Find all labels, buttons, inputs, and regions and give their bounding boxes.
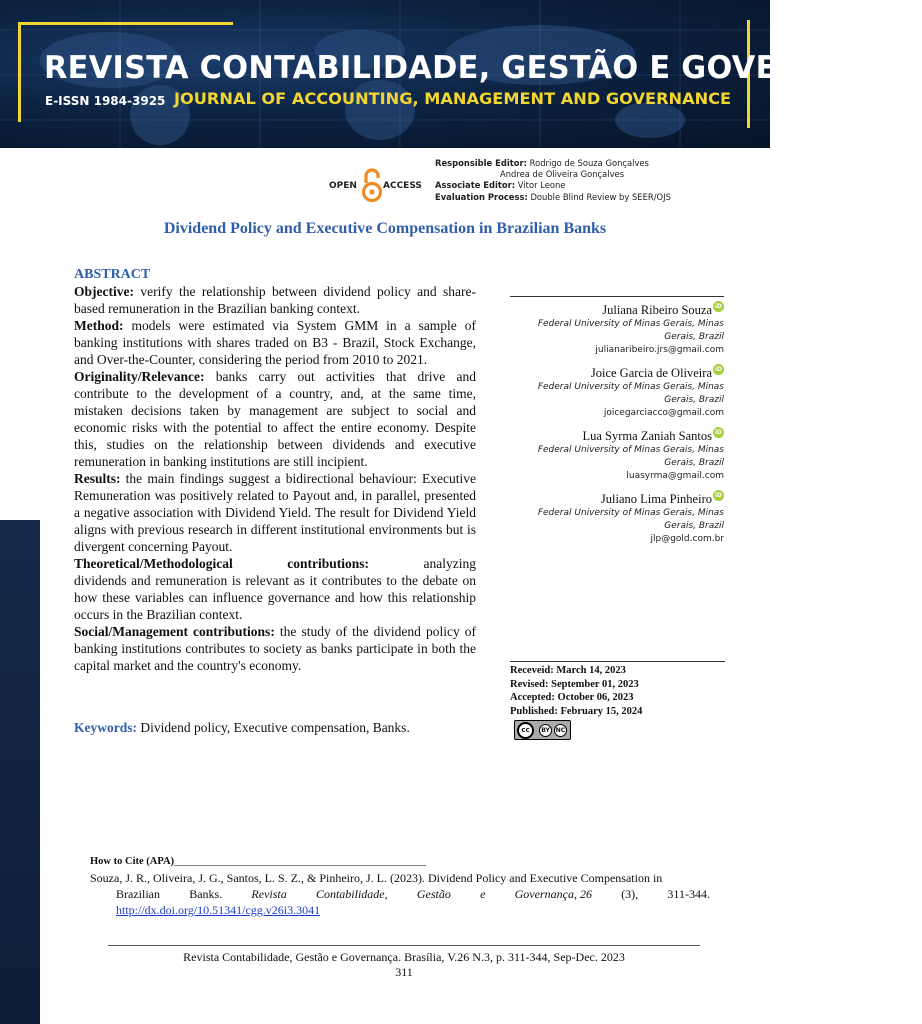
responsible-editor-1: Rodrigo de Souza Gonçalves	[529, 158, 649, 168]
citation	[90, 870, 710, 918]
side-decoration	[0, 520, 40, 1024]
author-affiliation-2: Gerais, Brazil	[664, 332, 724, 342]
orcid-icon[interactable]: iD	[714, 302, 723, 310]
author-email[interactable]: julianaribeiro.jrs@gmail.com	[595, 345, 724, 355]
abstract-results	[74, 470, 476, 555]
author-affiliation-2: Gerais, Brazil	[664, 395, 724, 405]
evaluation-process: Double Blind Review by SEER/OJS	[530, 191, 671, 202]
received-date: Receveid: March 14, 2023	[510, 665, 626, 676]
abstract	[74, 266, 476, 674]
author-1	[510, 302, 724, 357]
editors-block	[435, 158, 671, 203]
citation-word: Brazilian	[116, 887, 160, 901]
published-date: Published: February 15, 2024	[510, 705, 643, 717]
footer-divider	[108, 945, 700, 946]
accepted-date: Accepted: October 06, 2023	[510, 692, 634, 703]
objective-text: verify the relationship between dividend policy and share-based remuneration in the Brazilian banking context.	[74, 284, 476, 316]
originality-text: banks carry out activities that drive and contribute to the development of a country, and, at the same time, mistaken decisions taken by management are subject to social and economic risks with the potential to affect the entire economy. Despite this, studies on the relationship between dividends and executive remuneration in banking institutions are still incipient.	[74, 369, 476, 469]
author-name: Lua Syrma Zaniah Santos	[582, 429, 712, 443]
page-number: 311	[395, 965, 413, 979]
abstract-theoretical	[74, 572, 476, 623]
theoretical-line	[74, 555, 476, 572]
journal-issn: E-ISSN 1984-3925	[45, 94, 166, 108]
journal-subtitle: JOURNAL OF ACCOUNTING, MANAGEMENT AND GOVERNANCE	[174, 89, 732, 108]
results-text: the main findings suggest a bidirectional behaviour: Executive Remuneration was positively related to Payout and, in parallel, presented a negative association with Dividend Yield. The result for Dividend Yield aligns with previous research in different institutional environments but is divergent concerning Payout.	[74, 471, 476, 554]
abstract-method	[74, 317, 476, 368]
citation-word: 311-344.	[667, 887, 710, 901]
journal-title: REVISTA CONTABILIDADE, GESTÃO E GOVERNANÇA	[44, 50, 922, 86]
author-email[interactable]: joicegarciacco@gmail.com	[603, 408, 724, 418]
citation-word: Contabilidade,	[315, 887, 388, 901]
author-email[interactable]: luasyrma@gmail.com	[626, 471, 724, 481]
abstract-heading: ABSTRACT	[74, 267, 151, 282]
paper-title: Dividend Policy and Executive Compensation in Brazilian Banks	[163, 220, 607, 237]
author-affiliation: Federal University of Minas Gerais, Minas	[537, 508, 724, 518]
author-affiliation: Federal University of Minas Gerais, Minas	[537, 319, 724, 329]
method-text: models were estimated via System GMM in a sample of banking institutions with shares traded on B3 - Brazil, Stock Exchange, and Over-the-Counter, considering the period from 2010 to 2021.	[74, 318, 477, 367]
keywords-text: Dividend policy, Executive compensation, Banks.	[140, 720, 410, 735]
journal-banner	[0, 0, 922, 148]
abstract-originality	[74, 368, 476, 470]
open-access-lock-icon	[361, 167, 383, 203]
author-affiliation-2: Gerais, Brazil	[664, 521, 724, 531]
theoretical-label-1: Theoretical/Methodological	[74, 556, 233, 571]
orcid-icon[interactable]: iD	[714, 491, 723, 499]
citation-line-2	[90, 886, 710, 902]
by-icon: BY	[539, 724, 552, 737]
originality-label: Originality/Relevance:	[74, 369, 205, 384]
page-footer	[0, 950, 808, 980]
social-label: Social/Management contributions:	[74, 624, 275, 639]
results-label: Results:	[74, 471, 121, 486]
author-2	[510, 365, 724, 420]
author-affiliation: Federal University of Minas Gerais, Minas	[537, 382, 724, 392]
cc-icon: cc	[517, 722, 534, 739]
associate-editor: Vitor Leone	[517, 180, 566, 191]
citation-line-1: Souza, J. R., Oliveira, J. G., Santos, L. S. Z., & Pinheiro, J. L. (2023). Dividend Policy and Executive Compensation in	[90, 871, 663, 885]
citation-word: (3),	[621, 887, 639, 901]
publication-dates	[510, 664, 642, 718]
objective-label: Objective:	[74, 284, 134, 299]
keywords-label: Keywords:	[74, 720, 137, 735]
citation-word: Gestão	[416, 887, 451, 901]
citation-word: Revista	[251, 887, 287, 901]
abstract-social	[74, 623, 476, 674]
associate-editor-label: Associate Editor:	[435, 180, 516, 191]
citation-word: Governança	[514, 887, 574, 901]
author-name: Joice Garcia de Oliveira	[590, 366, 712, 380]
doi-link[interactable]: http://dx.doi.org/10.51341/cgg.v26i3.3041	[116, 903, 321, 917]
abstract-objective	[74, 283, 476, 317]
citation-word: e	[480, 887, 486, 901]
how-to-cite-label: How to Cite (APA)	[90, 856, 175, 867]
author-name: Juliano Lima Pinheiro	[600, 492, 712, 506]
evaluation-label: Evaluation Process:	[435, 191, 528, 202]
theoretical-first-word: analyzing	[423, 556, 476, 571]
cc-license-badge[interactable]	[514, 720, 571, 740]
theoretical-text: dividends and remuneration is relevant as it contributes to the debate on how these variables can influence governance and how this relationship occurs in the Brazilian context.	[74, 573, 476, 622]
citation-word: Banks.	[189, 887, 223, 901]
orcid-icon[interactable]: iD	[714, 365, 723, 373]
keywords	[74, 720, 410, 736]
author-email[interactable]: jlp@gold.com.br	[650, 534, 724, 544]
author-4	[510, 491, 724, 546]
orcid-icon[interactable]: iD	[714, 428, 723, 436]
open-access-right-text: ACCESS	[383, 181, 422, 191]
author-affiliation-2: Gerais, Brazil	[664, 458, 724, 468]
open-access-left-text: OPEN	[329, 181, 357, 191]
open-access-logo	[327, 167, 427, 207]
responsible-editor-label: Responsible Editor:	[435, 158, 527, 168]
authors-list	[510, 302, 724, 554]
dates-divider	[510, 661, 725, 662]
nc-icon: NC	[554, 724, 567, 737]
how-to-cite-heading: How to Cite (APA)________________________________________________	[90, 856, 427, 867]
responsible-editor-2: Andrea de Oliveira Gonçalves	[500, 169, 625, 180]
authors-divider	[510, 296, 724, 297]
author-3	[510, 428, 724, 483]
footer-journal-line: Revista Contabilidade, Gestão e Governança. Brasília, V.26 N.3, p. 311-344, Sep-Dec. 2023	[183, 950, 625, 964]
revised-date: Revised: September 01, 2023	[510, 678, 639, 690]
method-label: Method:	[74, 318, 124, 333]
author-affiliation: Federal University of Minas Gerais, Minas	[537, 445, 724, 455]
theoretical-label-2: contributions:	[287, 556, 369, 571]
social-text: the study of the dividend policy of banking institutions contributes to society as banks participate in both the capital market and the country's economy.	[74, 624, 477, 673]
author-name: Juliana Ribeiro Souza	[602, 303, 712, 317]
citation-word: , 26	[573, 887, 592, 901]
